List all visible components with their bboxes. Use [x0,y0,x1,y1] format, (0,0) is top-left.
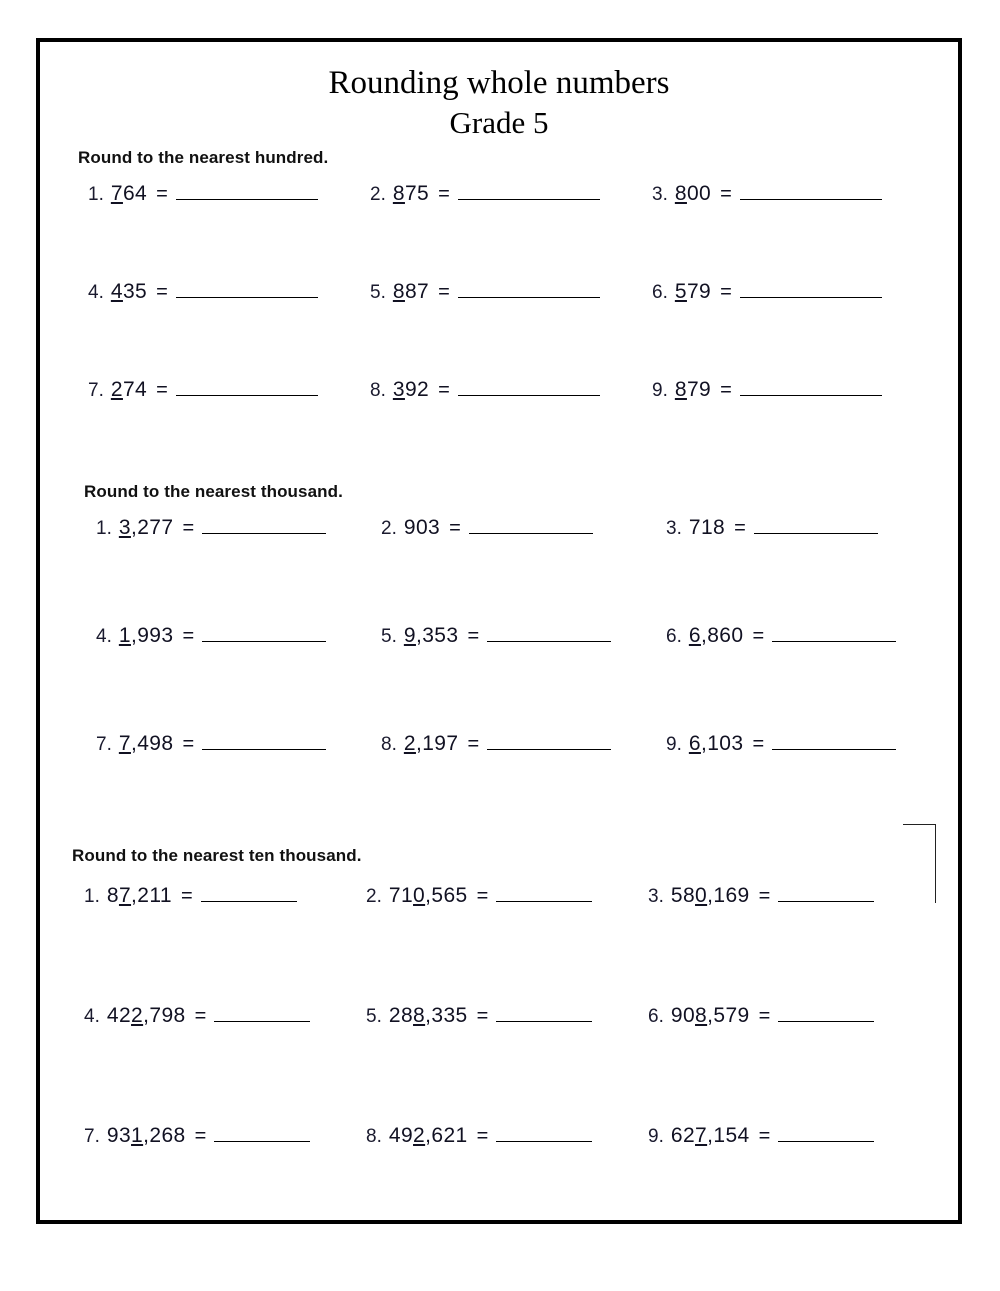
problem-value [107,1124,186,1148]
problem-number: 1. [96,518,112,539]
problem-item [96,516,381,540]
equals-sign: = [720,183,732,205]
problem-number: 7. [88,380,104,401]
problem-number: 5. [370,282,386,303]
answer-blank[interactable] [176,378,318,396]
answer-blank[interactable] [740,182,882,200]
problem-number: 4. [88,282,104,303]
answer-blank[interactable] [772,732,896,750]
problem-value [404,624,459,648]
equals-sign: = [156,281,168,303]
problem-item [366,1004,648,1028]
problem-value [675,280,711,304]
equals-sign: = [758,1005,771,1027]
rounding-digit: 8 [674,378,687,401]
value-rest: ,353 [415,624,459,647]
equals-sign: = [194,1005,207,1027]
answer-blank[interactable] [201,884,297,902]
problem-number: 5. [381,626,397,647]
answer-blank[interactable] [772,624,896,642]
section-nearest-hundred [40,148,958,476]
value-rest: ,621 [425,1124,468,1147]
problem-number: 7. [84,1126,100,1147]
problem-rows [40,182,958,476]
answer-blank[interactable] [214,1004,310,1022]
rounding-digit: 3 [392,378,405,401]
rounding-digit: 1 [118,624,131,647]
answer-blank[interactable] [496,884,592,902]
problem-number: 6. [648,1006,664,1027]
problem-row [40,280,958,378]
worksheet-page [36,38,962,1224]
rounding-digit: 8 [392,182,405,205]
value-rest: ,498 [130,732,174,755]
value-prefix: 28 [388,1004,414,1027]
problem-value [393,378,429,402]
problem-item [381,732,666,756]
problem-item [88,280,370,304]
rounding-digit: 7 [695,1124,708,1147]
problem-item [370,182,652,206]
problem-number: 9. [648,1126,664,1147]
problem-item [666,516,951,540]
problem-value [689,732,744,756]
rounding-digit: 0 [695,884,708,907]
answer-blank[interactable] [176,182,318,200]
answer-blank[interactable] [487,624,611,642]
answer-blank[interactable] [458,182,600,200]
value-rest: ,335 [425,1004,468,1027]
answer-blank[interactable] [778,884,874,902]
equals-sign: = [734,517,746,539]
equals-sign: = [467,733,480,755]
problem-value [119,624,174,648]
problem-item [88,378,370,402]
rounding-digit: 6 [688,624,701,647]
rounding-digit: 7 [118,884,132,907]
equals-sign: = [476,1005,489,1027]
problem-value [119,516,174,540]
rounding-digit: 2 [403,732,416,755]
problem-item [666,732,951,756]
problem-value [119,732,174,756]
rounding-digit: 9 [403,624,416,647]
problem-number: 2. [370,184,386,205]
value-prefix: 49 [388,1124,414,1147]
worksheet-title [40,62,958,142]
problem-item [648,1004,930,1028]
value-rest: ,169 [707,884,750,907]
problem-number: 1. [84,886,100,907]
problem-number: 2. [366,886,382,907]
answer-blank[interactable] [202,516,326,534]
answer-blank[interactable] [214,1124,310,1142]
equals-sign: = [758,1125,771,1147]
equals-sign: = [182,625,195,647]
value-rest: 87 [404,280,430,303]
rounding-digit: 8 [695,1004,708,1027]
answer-blank[interactable] [754,516,878,534]
equals-sign: = [156,183,168,205]
value-prefix: 71 [388,884,414,907]
problem-item [366,884,648,908]
problem-number: 6. [652,282,668,303]
equals-sign: = [449,517,461,539]
rounding-digit: 8 [392,280,405,303]
problem-value [675,182,711,206]
equals-sign: = [752,625,765,647]
problem-item [84,1124,366,1148]
answer-blank[interactable] [778,1004,874,1022]
problem-value [671,1004,750,1028]
problem-item [652,182,934,206]
equals-sign: = [476,1125,489,1147]
rounding-digit: 8 [674,182,687,205]
problem-row [40,1004,958,1124]
problem-value [671,884,750,908]
value-prefix: 93 [106,1124,132,1147]
problem-row [40,884,958,1004]
problem-number: 1. [88,184,104,205]
value-rest: ,798 [143,1004,186,1027]
rounding-digit: 2 [413,1124,426,1147]
equals-sign: = [194,1125,207,1147]
problem-item [366,1124,648,1148]
problem-item [370,378,652,402]
problem-item [96,732,381,756]
problem-number: 8. [370,380,386,401]
answer-blank[interactable] [496,1124,592,1142]
equals-sign: = [438,281,450,303]
rounding-digit: 7 [118,732,131,755]
problem-number: 8. [366,1126,382,1147]
problem-value [689,624,744,648]
problem-number: 3. [648,886,664,907]
problem-number: 4. [96,626,112,647]
problem-item [648,884,930,908]
problem-value [389,884,468,908]
problem-row [40,624,958,732]
problem-rows [40,884,958,1244]
value-prefix: 90 [670,1004,696,1027]
value-rest: ,277 [130,516,174,539]
rounding-digit: 4 [110,280,123,303]
problem-value [389,1004,468,1028]
rounding-digit: 3 [118,516,131,539]
value-rest: ,154 [707,1124,750,1147]
problem-value [393,280,429,304]
rounding-digit: 8 [413,1004,426,1027]
corner-mark [903,824,936,903]
section-nearest-ten-thousand [40,846,958,1244]
equals-sign: = [467,625,480,647]
page-subtitle: Grade 5 [449,105,549,140]
problem-row [40,378,958,476]
equals-sign: = [720,281,732,303]
problem-value [689,516,725,540]
value-rest: ,993 [130,624,174,647]
value-rest: 64 [122,182,148,205]
problem-number: 8. [381,734,397,755]
value-rest: 903 [403,516,441,539]
value-rest: ,579 [707,1004,750,1027]
problem-row [40,516,958,624]
section-heading: Round to the nearest hundred. [78,148,329,167]
problem-value [111,280,147,304]
problem-value [393,182,429,206]
problem-number: 9. [666,734,682,755]
rounding-digit: 2 [131,1004,144,1027]
rounding-digit: 5 [674,280,687,303]
problem-item [370,280,652,304]
page-title: Rounding whole numbers [328,65,670,101]
equals-sign: = [180,885,193,907]
problem-item [648,1124,930,1148]
problem-item [381,624,666,648]
problem-value [404,516,440,540]
problem-value [111,182,147,206]
section-heading: Round to the nearest ten thousand. [72,846,362,865]
problem-row [40,182,958,280]
problem-number: 3. [666,518,682,539]
answer-blank[interactable] [740,280,882,298]
problem-number: 6. [666,626,682,647]
problem-item [96,624,381,648]
answer-blank[interactable] [469,516,593,534]
value-prefix: 42 [106,1004,132,1027]
value-prefix: 62 [670,1124,696,1147]
problem-item [652,378,934,402]
equals-sign: = [156,379,168,401]
value-prefix: 8 [106,884,119,907]
value-rest: 75 [404,182,430,205]
equals-sign: = [476,885,489,907]
section-nearest-thousand [40,482,958,840]
problem-item [84,1004,366,1028]
problem-number: 4. [84,1006,100,1027]
problem-item [652,280,934,304]
problem-number: 2. [381,518,397,539]
rounding-digit: 2 [110,378,123,401]
value-rest: 79 [686,378,712,401]
answer-blank[interactable] [458,378,600,396]
problem-rows [40,516,958,840]
answer-blank[interactable] [778,1124,874,1142]
value-rest: 718 [688,516,726,539]
answer-blank[interactable] [740,378,882,396]
equals-sign: = [438,183,450,205]
answer-blank[interactable] [458,280,600,298]
answer-blank[interactable] [176,280,318,298]
problem-number: 7. [96,734,112,755]
problem-row [40,1124,958,1244]
problem-value [107,1004,186,1028]
problem-number: 9. [652,380,668,401]
equals-sign: = [438,379,450,401]
problem-value [675,378,711,402]
answer-blank[interactable] [487,732,611,750]
equals-sign: = [182,517,195,539]
value-rest: ,268 [143,1124,186,1147]
value-rest: ,565 [425,884,468,907]
value-prefix: 58 [670,884,696,907]
rounding-digit: 0 [413,884,426,907]
value-rest: ,211 [131,884,172,907]
value-rest: 00 [686,182,712,205]
value-rest: ,860 [700,624,744,647]
problem-item [84,884,366,908]
answer-blank[interactable] [202,624,326,642]
problem-number: 5. [366,1006,382,1027]
equals-sign: = [182,733,195,755]
problem-number: 3. [652,184,668,205]
problem-value [404,732,459,756]
answer-blank[interactable] [202,732,326,750]
problem-item [381,516,666,540]
problem-row [40,732,958,840]
problem-value [389,1124,468,1148]
value-rest: 35 [122,280,148,303]
value-rest: 92 [404,378,430,401]
problem-value [671,1124,750,1148]
rounding-digit: 7 [110,182,123,205]
rounding-digit: 1 [131,1124,144,1147]
equals-sign: = [758,885,771,907]
problem-item [88,182,370,206]
value-rest: ,197 [415,732,459,755]
equals-sign: = [752,733,765,755]
problem-value [107,884,172,908]
problem-item [666,624,951,648]
value-rest: ,103 [700,732,744,755]
rounding-digit: 6 [688,732,701,755]
value-rest: 74 [122,378,148,401]
problem-value [111,378,147,402]
section-heading: Round to the nearest thousand. [84,482,343,501]
equals-sign: = [720,379,732,401]
value-rest: 79 [686,280,712,303]
answer-blank[interactable] [496,1004,592,1022]
